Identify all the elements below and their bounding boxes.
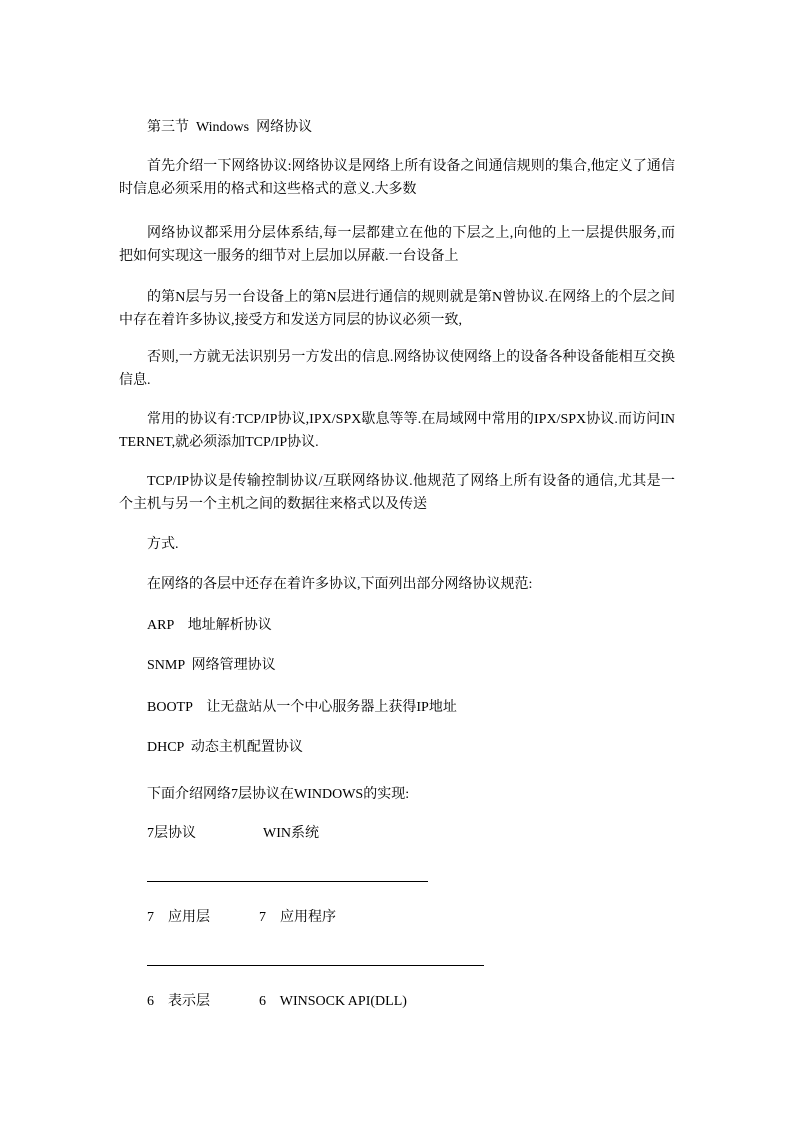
table-row-2-col2: 6 WINSOCK API(DLL) bbox=[259, 994, 407, 1009]
protocol-dhcp: DHCP 动态主机配置协议 bbox=[147, 740, 303, 755]
table-row-1-col2: 7 应用程序 bbox=[259, 910, 336, 925]
table-row bbox=[147, 908, 336, 928]
table-row-2-col1: 6 表示层 bbox=[147, 994, 210, 1009]
paragraph-6: TCP/IP协议是传输控制协议/互联网络协议.他规范了网络上所有设备的通信,尤其是一个主机与另一个主机之间的数据往来格式以及传送 bbox=[119, 474, 675, 512]
protocol-snmp: SNMP 网络管理协议 bbox=[147, 658, 276, 673]
protocol-arp: ARP 地址解析协议 bbox=[147, 618, 272, 633]
table-row-1-col1: 7 应用层 bbox=[147, 910, 210, 925]
paragraph-2: 网络协议都采用分层体系结,每一层都建立在他的下层之上,向他的上一层提供服务,而把如何实现这一服务的细节对上层加以屏蔽.一台设备上 bbox=[119, 226, 675, 264]
paragraph-7: 方式. bbox=[147, 537, 179, 552]
paragraph-5: 常用的协议有:TCP/IP协议,IPX/SPX歇息等等.在局域网中常用的IPX/SPX协议.而访问INTERNET,就必须添加TCP/IP协议. bbox=[119, 412, 675, 450]
protocol-bootp: BOOTP 让无盘站从一个中心服务器上获得IP地址 bbox=[147, 700, 457, 715]
table-row bbox=[147, 992, 407, 1012]
table-header-row bbox=[147, 824, 319, 844]
table-header-col1: 7层协议 bbox=[147, 826, 196, 841]
table-header-col2: WIN系统 bbox=[263, 826, 319, 841]
paragraph-1: 首先介绍一下网络协议:网络协议是网络上所有设备之间通信规则的集合,他定义了通信时信息必须采用的格式和这些格式的意义.大多数 bbox=[119, 159, 675, 197]
paragraph-4: 否则,一方就无法识别另一方发出的信息.网络协议使网络上的设备各种设备能相互交换信息. bbox=[119, 350, 675, 388]
paragraph-8: 在网络的各层中还存在着许多协议,下面列出部分网络协议规范: bbox=[147, 577, 533, 592]
section-heading: 第三节 Windows 网络协议 bbox=[147, 120, 313, 135]
table-rule-2 bbox=[147, 965, 484, 966]
table-rule-1 bbox=[147, 881, 428, 882]
paragraph-3: 的第N层与另一台设备上的第N层进行通信的规则就是第N曾协议.在网络上的个层之间中存在着许多协议,接受方和发送方同层的协议必须一致, bbox=[119, 290, 675, 328]
intro-7-layers: 下面介绍网络7层协议在WINDOWS的实现: bbox=[147, 787, 410, 802]
